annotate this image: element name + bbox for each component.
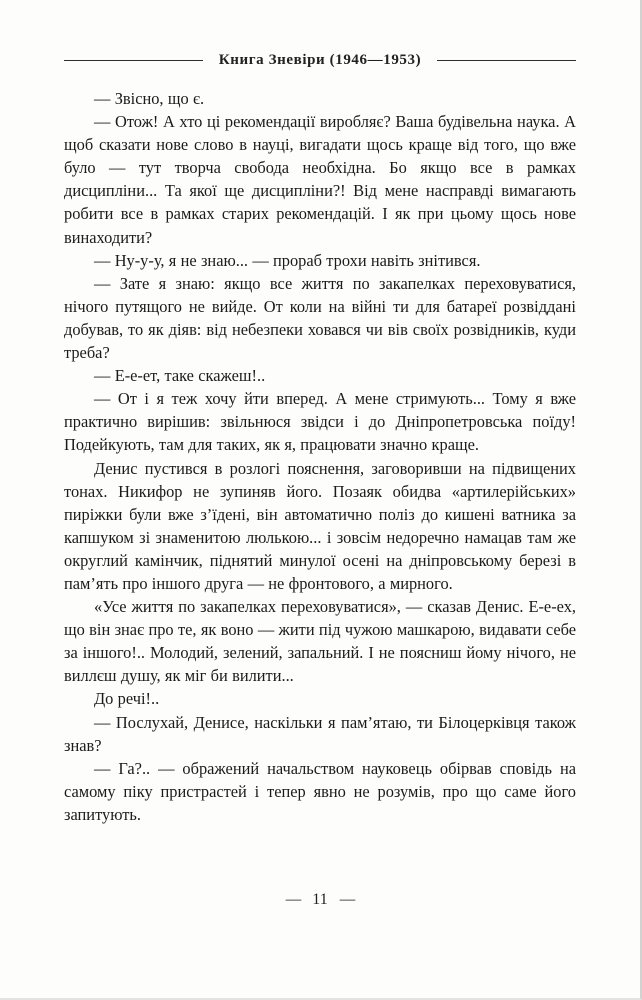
paragraph: «Усе життя по закапелках переховуватися», — сказав Денис. Е-е-ех, що він знає про те, як воно — жити під чужою машкарою, видавати себе за іншого!.. Молодий, зелений, запальний. І не поясниш йому нічого, не виллєш душу, як міг би вилити...	[64, 597, 576, 686]
page-body	[64, 87, 576, 826]
header-rule-right	[437, 60, 576, 61]
paragraph: — Звісно, що є.	[94, 89, 205, 108]
running-header	[64, 50, 576, 70]
paragraph: — Зате я знаю: якщо все життя по закапелках переховуватися, нічого путящого не вийде. От коли на війні ти для батареї розвіддані добував, то як діяв: від небезпеки ховався чи вів своїх розвідників, куди треба?	[64, 273, 576, 363]
footer-dash-left: —	[285, 891, 301, 908]
paragraph: До речі!..	[94, 689, 160, 709]
paragraph: — Отож! А хто ці рекомендації виробляє? Ваша будівельна наука. А щоб сказати нове слово в науці, вигадати щось краще від того, що вже було — тут творча свобода необхідна. Бо якщо все в рамках дисципліни... Та якої ще дисципліни?! Від мене насправді вимагають робити все в рамках старих рекомендацій. І як при цьому щось нове винаходити?	[64, 112, 576, 247]
paragraph: — От і я теж хочу йти вперед. А мене стримують... Тому я вже практично вирішив: звільнюся звідси і до Дніпропетровська поїду! Подейкують, там для таких, як я, працювати значно краще.	[64, 389, 576, 455]
paragraph: — Ну-у-у, я не знаю... — прораб трохи навіть знітився.	[94, 250, 481, 270]
page-number: 11	[312, 891, 328, 908]
book-title: Книга Зневіри (1946—1953)	[218, 51, 422, 68]
footer-dash-right: —	[339, 891, 355, 908]
page-footer	[0, 891, 640, 909]
paragraph: — Е-е-ет, таке скажеш!..	[94, 366, 266, 386]
paragraph: Денис пустився в розлогі пояснення, заговоривши на підвищених тонах. Никифор не зупиняв його. Позаяк обидва «артилерійських» пиріжки були вже з’їдені, він автоматично поліз до кишені ватника за капшуком зі знаменитою люлькою... і зовсім недоречно намацав там же округлий камінчик, піднятий минулої осені на дніпровському березі в пам’ять про іншого друга — не фронтового, а мирного.	[64, 458, 576, 593]
paragraph: — Послухай, Денисе, наскільки я пам’ятаю, ти Білоцерківця також знав?	[64, 712, 576, 755]
header-rule-left	[64, 60, 203, 61]
paragraph: — Га?.. — ображений начальством науковець обірвав сповідь на самому піку пристрастей і тепер явно не розумів, про що саме його запитують.	[64, 758, 576, 824]
